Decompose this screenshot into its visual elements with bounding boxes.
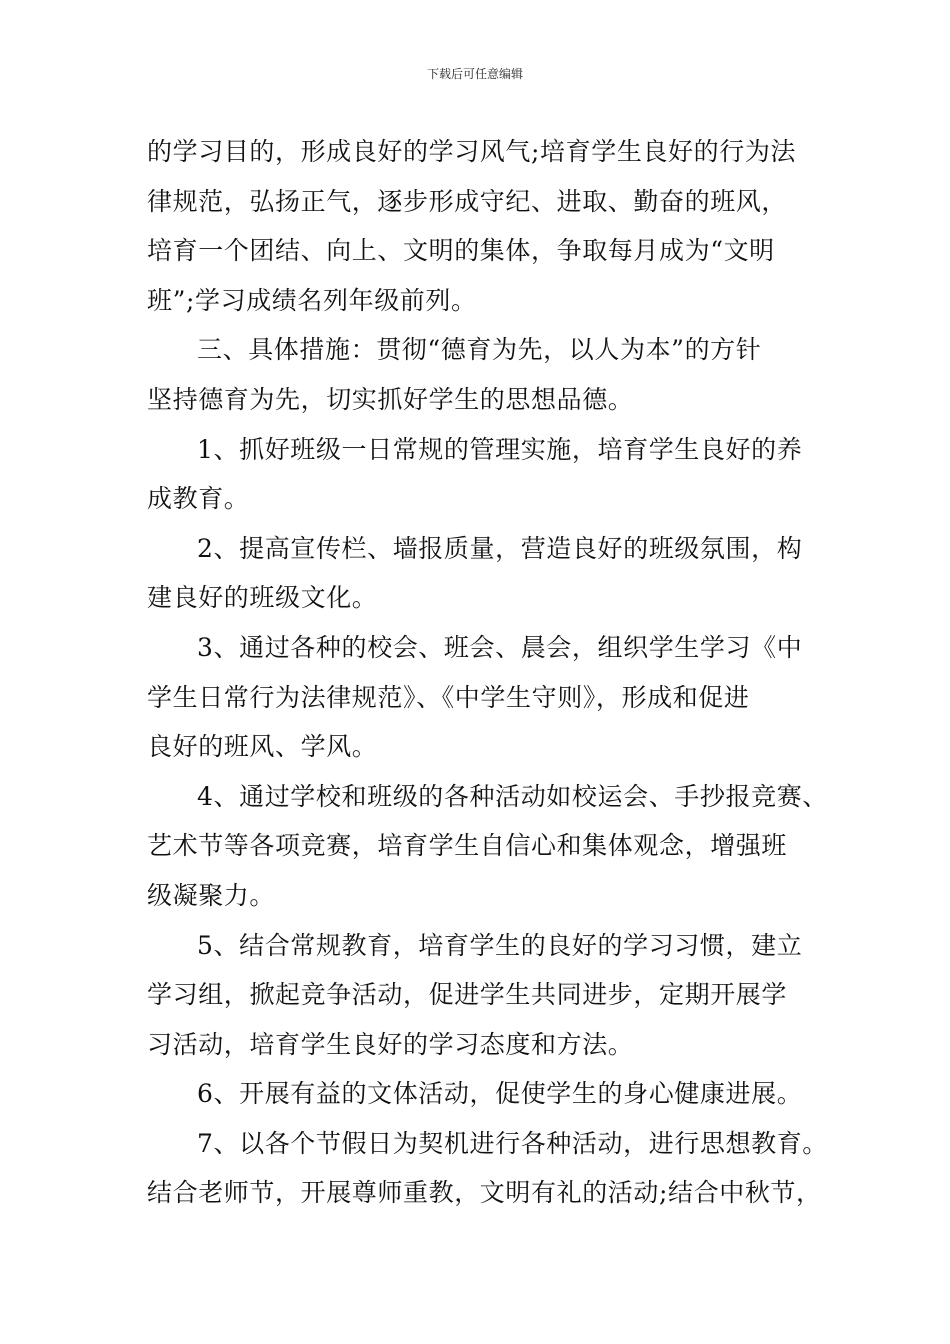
text-line: 建良好的班级文化。 bbox=[147, 583, 378, 613]
document-body bbox=[147, 127, 828, 1218]
text-line: 6、开展有益的文体活动，促使学生的身心健康进展。 bbox=[197, 1079, 803, 1109]
text-line: 级凝聚力。 bbox=[147, 880, 276, 910]
text-line: 3、通过各种的校会、班会、晨会，组织学生学习《中 bbox=[197, 632, 803, 662]
text-line: 良好的班风、学风。 bbox=[147, 732, 378, 762]
text-line: 习活动，培育学生良好的学习态度和方法。 bbox=[147, 1029, 634, 1059]
text-line: 成教育。 bbox=[147, 484, 250, 514]
text-line: 班”;学习成绩名列年级前列。 bbox=[147, 285, 477, 315]
text-line: 学生日常行为法律规范》、《中学生守则》，形成和促进 bbox=[147, 682, 750, 712]
text-line: 1、抓好班级一日常规的管理实施，培育学生良好的养 bbox=[197, 434, 803, 464]
text-line: 2、提高宣传栏、墙报质量，营造良好的班级氛围，构 bbox=[197, 533, 803, 563]
page-header: 下载后可任意编辑 bbox=[426, 67, 523, 81]
text-line: 学习组，掀起竞争活动，促进学生共同进步，定期开展学 bbox=[147, 980, 788, 1010]
text-line: 7、以各个节假日为契机进行各种活动，进行思想教育。 bbox=[197, 1128, 828, 1158]
text-line: 5、结合常规教育，培育学生的良好的学习习惯，建立 bbox=[197, 930, 803, 960]
text-line: 坚持德育为先，切实抓好学生的思想品德。 bbox=[147, 384, 634, 414]
text-line: 结合老师节，开展尊师重教，文明有礼的活动;结合中秋节， bbox=[147, 1178, 822, 1208]
text-line: 4、通过学校和班级的各种活动如校运会、手抄报竞赛、 bbox=[197, 781, 828, 811]
text-line: 的学习目的，形成良好的学习风气;培育学生良好的行为法 bbox=[147, 137, 797, 166]
text-line: 艺术节等各项竞赛，培育学生自信心和集体观念，增强班 bbox=[147, 831, 788, 861]
text-line: 三、具体措施：贯彻“德育为先，以人为本”的方针 bbox=[197, 335, 762, 365]
text-line: 培育一个团结、向上、文明的集体，争取每月成为“文明 bbox=[147, 236, 775, 266]
text-line: 律规范，弘扬正气，逐步形成守纪、进取、勤奋的班风， bbox=[147, 186, 788, 216]
